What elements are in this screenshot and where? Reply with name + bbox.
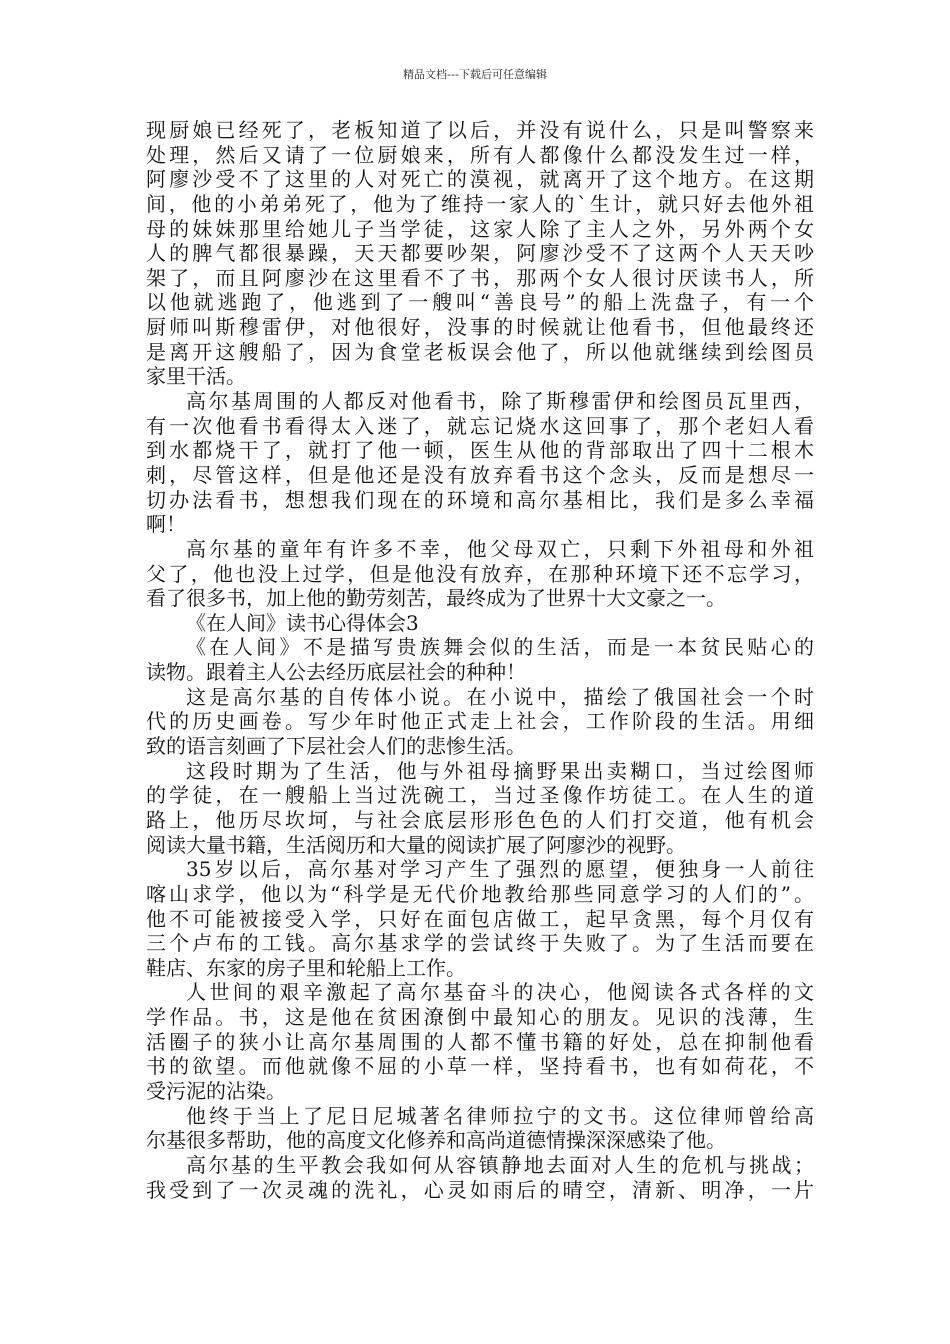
document-body bbox=[146, 118, 814, 1202]
text-line: 喀山求学，他以为“科学是无代价地教给那些同意学习的人们的”。 bbox=[146, 881, 814, 906]
text-line: 高尔基的童年有许多不幸，他父母双亡，只剩下外祖母和外祖 bbox=[186, 536, 814, 561]
text-line: 《在人间》不是描写贵族舞会似的生活，而是一本贫民贴心的 bbox=[186, 635, 814, 660]
text-line: 代的历史画卷。写少年时他正式走上社会，工作阶段的生活。用细 bbox=[146, 709, 814, 734]
text-line: 尔基很多帮助，他的高度文化修养和高尚道德情操深深感染了他。 bbox=[146, 1128, 726, 1153]
text-line: 阿廖沙受不了这里的人对死亡的漠视，就离开了这个地方。在这期 bbox=[146, 167, 814, 192]
text-line: 的学徒，在一艘船上当过洗碗工，当过圣像作坊徒工。在人生的道 bbox=[146, 783, 814, 808]
text-line: 路上，他历尽坎坷，与社会底层形形色色的人们打交道，他有机会 bbox=[146, 807, 814, 832]
text-line: 高尔基的生平教会我如何从容镇静地去面对人生的危机与挑战； bbox=[186, 1152, 814, 1177]
text-line: 到水都烧干了，就打了他一顿，医生从他的背部取出了四十二根木 bbox=[146, 438, 814, 463]
text-line: 我受到了一次灵魂的洗礼，心灵如雨后的晴空，清新、明净，一片 bbox=[146, 1177, 814, 1202]
text-line: 家里干活。 bbox=[146, 364, 246, 389]
text-line: 厨师叫斯穆雷伊，对他很好，没事的时候就让他看书，但他最终还 bbox=[146, 315, 814, 340]
text-line: 读物。跟着主人公去经历底层社会的种种！ bbox=[146, 660, 526, 685]
text-line: 母的妹妹那里给她儿子当学徒，这家人除了主人之外，另外两个女 bbox=[146, 216, 814, 241]
text-line: 父了，他也没上过学，但是他没有放弃，在那种环境下还不忘学习， bbox=[146, 561, 814, 586]
text-line: 高尔基周围的人都反对他看书，除了斯穆雷伊和绘图员瓦里西， bbox=[186, 389, 814, 414]
text-line: 看了很多书，加上他的勤劳刻苦，最终成为了世界十大文豪之一。 bbox=[146, 586, 726, 611]
text-line: 刺，尽管这样，但是他还是没有放弃看书这个念头，反而是想尽一 bbox=[146, 462, 814, 487]
text-line: 活圈子的狭小让高尔基周围的人都不懂书籍的好处，总在抑制他看 bbox=[146, 1029, 814, 1054]
text-line: 处理，然后又请了一位厨娘来，所有人都像什么都没发生过一样， bbox=[146, 142, 814, 167]
text-line: 致的语言刻画了下层社会人们的悲惨生活。 bbox=[146, 734, 526, 759]
text-line: 架了，而且阿廖沙在这里看不了书，那两个女人很讨厌读书人，所 bbox=[146, 265, 814, 290]
text-line: 有一次他看书看得太入迷了，就忘记烧水这回事了，那个老妇人看 bbox=[146, 413, 814, 438]
page-header: 精品文档---下载后可任意编辑 bbox=[403, 68, 547, 81]
text-line: 这段时期为了生活，他与外祖母摘野果出卖糊口，当过绘图师 bbox=[186, 758, 814, 783]
text-line: 阅读大量书籍，生活阅历和大量的阅读扩展了阿廖沙的视野。 bbox=[146, 832, 686, 857]
text-line: 这是高尔基的自传体小说。在小说中，描绘了俄国社会一个时 bbox=[186, 684, 814, 709]
text-line: 他不可能被接受入学，只好在面包店做工，起早贪黑，每个月仅有 bbox=[146, 906, 814, 931]
text-line: 《在人间》读书心得体会3 bbox=[186, 610, 419, 635]
text-line: 鞋店、东家的房子里和轮船上工作。 bbox=[146, 955, 466, 980]
text-line: 间，他的小弟弟死了，他为了维持一家人的`生计，就只好去他外祖 bbox=[146, 191, 814, 216]
text-line: 他终于当上了尼日尼城著名律师拉宁的文书。这位律师曾给高 bbox=[186, 1103, 814, 1128]
text-line: 书的欲望。而他就像不屈的小草一样，坚持看书，也有如荷花，不 bbox=[146, 1054, 814, 1079]
text-line: 现厨娘已经死了，老板知道了以后，并没有说什么，只是叫警察来 bbox=[146, 118, 814, 142]
text-line: 人世间的艰辛激起了高尔基奋斗的决心，他阅读各式各样的文 bbox=[186, 980, 814, 1005]
text-line: 受污泥的沾染。 bbox=[146, 1078, 286, 1103]
text-line: 是离开这艘船了，因为食堂老板误会他了，所以他就继续到绘图员 bbox=[146, 339, 814, 364]
text-line: 学作品。书，这是他在贫困潦倒中最知心的朋友。见识的浅薄，生 bbox=[146, 1005, 814, 1030]
text-line: 切办法看书，想想我们现在的环境和高尔基相比，我们是多么幸福 bbox=[146, 487, 814, 512]
text-line: 三个卢布的工钱。高尔基求学的尝试终于失败了。为了生活而要在 bbox=[146, 931, 814, 956]
text-line: 啊！ bbox=[146, 512, 186, 537]
text-line: 以他就逃跑了，他逃到了一艘叫“善良号”的船上洗盘子，有一个 bbox=[146, 290, 814, 315]
text-line: 35岁以后，高尔基对学习产生了强烈的愿望，便独身一人前往 bbox=[186, 857, 814, 882]
text-line: 人的脾气都很暴躁，天天都要吵架，阿廖沙受不了这两个人天天吵 bbox=[146, 241, 814, 266]
